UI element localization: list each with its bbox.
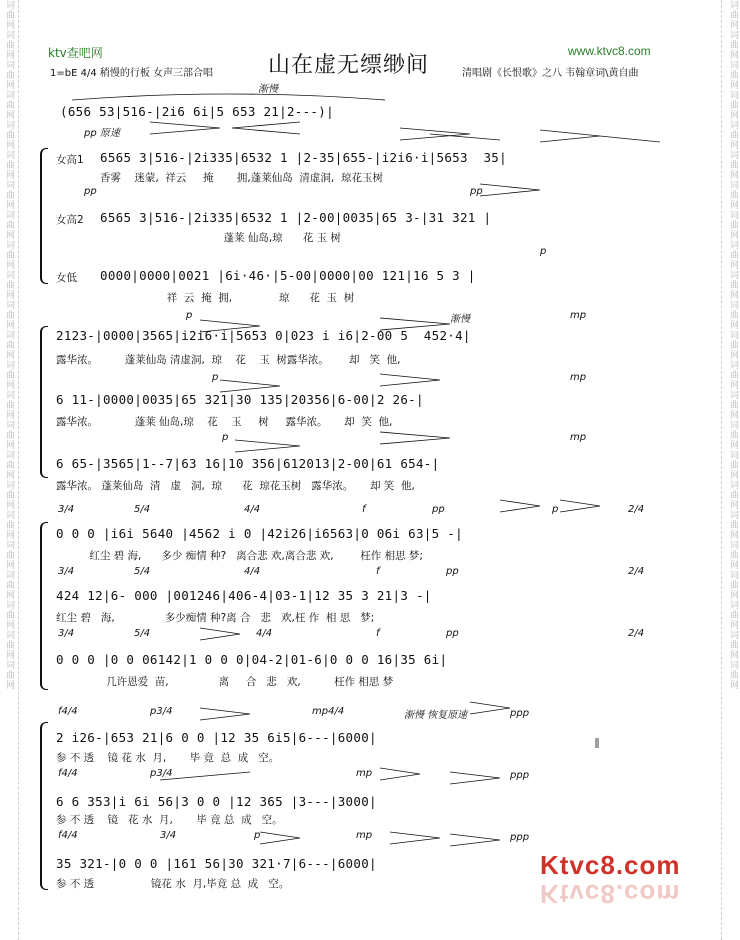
sig-24-s2: 2/4	[628, 566, 645, 577]
dynamic-pp-sys3: pp	[432, 504, 445, 515]
label-soprano2: 女高2	[56, 214, 84, 226]
dynamic-p-sys4-a: p	[254, 830, 261, 841]
sig-34-s2: 3/4	[58, 566, 75, 577]
sig-54-a: 5/4	[134, 628, 151, 639]
dynamic-f-s2: f	[376, 566, 380, 577]
dynamic-mp-sys2-a: mp	[570, 432, 587, 443]
dynamic-mp-sys4-s2: mp	[356, 768, 373, 779]
system3-soprano1-lyrics: 红尘 碧 海, 多少 痴情 种? 离合悲 欢,离合悲 欢, 枉作 相思 梦;	[56, 550, 423, 562]
label-soprano1: 女高1	[56, 154, 84, 166]
system1-soprano1-lyrics: 香雾 迷蒙, 祥云 掩 拥,蓬莱仙岛 清虚洞, 琼花玉树	[100, 172, 383, 184]
system1-alto-notes: 0000|0000|0021 |6i·46·|5-00|0000|00 121|16 5 3 |	[100, 268, 476, 283]
right-border-line	[721, 0, 722, 940]
dynamic-pp-s2-mid: pp	[470, 186, 483, 197]
system1-soprano1-notes: 6565 3|516-|2i335|6532 1 |2-35|655-|i2i6·i|5653 35|	[100, 150, 507, 165]
dynamic-pp-sys3-a: pp	[446, 628, 459, 639]
dynamic-p-sys3: p	[552, 504, 559, 515]
dynamic-f-s1: f	[362, 504, 366, 515]
dynamic-mp-sys2-s2: mp	[570, 372, 587, 383]
sig-f44-a: f4/4	[58, 830, 78, 841]
dynamic-ppp-s2: ppp	[510, 770, 530, 781]
ktvc8-logo: Ktvc8.com	[540, 850, 681, 880]
song-title: 山在虚无缥缈间	[268, 53, 430, 78]
sig-f44-s1: f4/4	[58, 706, 78, 717]
sig-34-a: 3/4	[58, 628, 75, 639]
system2-alto-notes: 6 65-|3565|1--7|63 16|10 356|612013|2-00|61 654-|	[56, 456, 440, 471]
sig-p34-s1: p3/4	[150, 706, 173, 717]
dynamic-pp-sys3-s2: pp	[446, 566, 459, 577]
system4-soprano2-lyrics: 参 不 透 镜 花 水 月, 毕 竟 总 成 空。	[56, 814, 283, 826]
dynamic-pp-s2: pp	[84, 186, 97, 197]
system3-soprano2-notes: 424 12|6- 000 |001246|406-4|03-1|12 35 3 21|3 -|	[56, 588, 432, 603]
dynamic-f-a: f	[376, 628, 380, 639]
sig-p34-s2: p3/4	[150, 768, 173, 779]
dynamic-pp-yuansu: pp 原速	[84, 128, 120, 139]
system1-soprano2-notes: 6565 3|516-|2i335|6532 1 |2-00|0035|65 3-|31 321 |	[100, 210, 492, 225]
system2-soprano2-notes: 6 11-|0000|0035|65 321|30 135|20356|6-00|2 26-|	[56, 392, 424, 407]
credits-info: 清唱剧《长恨歌》之八 韦翰章词\黄自曲	[462, 68, 639, 79]
system3-alto-notes: 0 0 0 |0 0 06142|1 0 0 0|04-2|01-6|0 0 0 16|35 6i|	[56, 652, 448, 667]
sig-34-sys4-a: 3/4	[160, 830, 177, 841]
key-tempo-info: 1=bE 4/4 稍慢的行板 女声三部合唱	[50, 68, 214, 79]
dynamic-ppp-s1: ppp	[510, 708, 530, 719]
sig-44-s2: 4/4	[244, 566, 261, 577]
tempo-end-mark: 渐慢 恢复原速	[404, 710, 468, 721]
system4-alto-lyrics: 参 不 透 镜花 水 月,毕竟 总 成 空。	[56, 878, 290, 890]
left-border-line	[18, 0, 19, 940]
left-watermark: 词曲网词曲网词曲网词曲网词曲网词曲网词曲网词曲网词曲网词曲网词曲网词曲网词曲网词曲网词曲网词曲网词曲网词曲网词曲网词曲网词曲网词曲网词曲网	[4, 0, 14, 690]
dynamic-mp-sys4-a: mp	[356, 830, 373, 841]
tempo-mark: 渐慢	[258, 84, 278, 95]
sig-34-s1: 3/4	[58, 504, 75, 515]
sig-44-a: 4/4	[256, 628, 273, 639]
site-url-link[interactable]: www.ktvc8.com	[568, 44, 651, 58]
system4-soprano1-notes: 2 i26-|653 21|6 0 0 |12 35 6i5|6---|6000|	[56, 730, 377, 745]
sig-mp44-s1: mp4/4	[312, 706, 345, 717]
dynamic-p-sys2: p	[186, 310, 193, 321]
system2-alto-lyrics: 露华浓。 蓬莱仙岛 清 虚 洞, 琼 花 琼花玉树 露华浓。 却 笑 他,	[56, 480, 415, 492]
tempo-jianman-sys2: 渐慢	[450, 314, 470, 325]
dynamic-mp-sys2: mp	[570, 310, 587, 321]
system4-brace	[40, 722, 48, 890]
system3-soprano1-notes: 0 0 0 |i6i 5640 |4562 i 0 |42i26|i6563|0 06i 63|5 -|	[56, 526, 463, 541]
dynamic-p-sys2-s2: p	[212, 372, 219, 383]
system2-soprano1-lyrics: 露华浓。 蓬莱仙岛 清虚洞, 琼 花 玉 树露华浓。 却 笑 他,	[56, 354, 401, 366]
label-alto: 女低	[56, 272, 77, 284]
ktvc8-logo-reflection: Ktvc8.com	[540, 879, 681, 909]
dynamic-ppp-a: ppp	[510, 832, 530, 843]
dynamic-p-sys2-a: p	[222, 432, 229, 443]
intro-notes: (656 53|516-|2i6 6i|5 653 21|2---)|	[60, 104, 334, 119]
system1-brace	[40, 148, 48, 284]
sig-44-s1: 4/4	[244, 504, 261, 515]
system1-soprano2-lyrics: 蓬莱 仙岛,琼 花 玉 树	[100, 232, 341, 244]
right-watermark: 词曲网词曲网词曲网词曲网词曲网词曲网词曲网词曲网词曲网词曲网词曲网词曲网词曲网词曲网词曲网词曲网词曲网词曲网词曲网词曲网词曲网词曲网词曲网	[728, 0, 738, 690]
system1-alto-lyrics: 祥 云 掩 拥, 琼 花 玉 树	[100, 292, 355, 304]
site-name: ktv查吧网	[48, 46, 103, 60]
system2-brace	[40, 326, 48, 478]
system2-soprano1-notes: 2123-|0000|3565|i2i6·i|5653 0|023 i i6|2-00 5 452·4|	[56, 328, 471, 343]
sig-f44-s2: f4/4	[58, 768, 78, 779]
system2-soprano2-lyrics: 露华浓。 蓬莱 仙岛,琼 花 玉 树 露华浓。 却 笑 他,	[56, 416, 393, 428]
sig-24-a: 2/4	[628, 628, 645, 639]
system4-soprano2-notes: 6 6 353|i 6i 56|3 0 0 |12 365 |3---|3000|	[56, 794, 377, 809]
sig-24-s1: 2/4	[628, 504, 645, 515]
system3-alto-lyrics: 几许恩爱 苗, 离 合 悲 欢, 枉作 相思 梦	[56, 676, 394, 688]
system4-alto-notes: 35 321-|0 0 0 |161 56|30 321·7|6---|6000|	[56, 856, 377, 871]
dynamic-p-alto: p	[540, 246, 547, 257]
system3-brace	[40, 522, 48, 690]
system3-soprano2-lyrics: 红尘 碧 海, 多少痴情 种?离 合 悲 欢,枉 作 相 思 梦;	[56, 612, 375, 624]
sig-54-s1: 5/4	[134, 504, 151, 515]
system4-soprano1-lyrics: 参 不 透 镜 花 水 月, 毕 竟 总 成 空。	[56, 752, 280, 764]
sig-54-s2: 5/4	[134, 566, 151, 577]
